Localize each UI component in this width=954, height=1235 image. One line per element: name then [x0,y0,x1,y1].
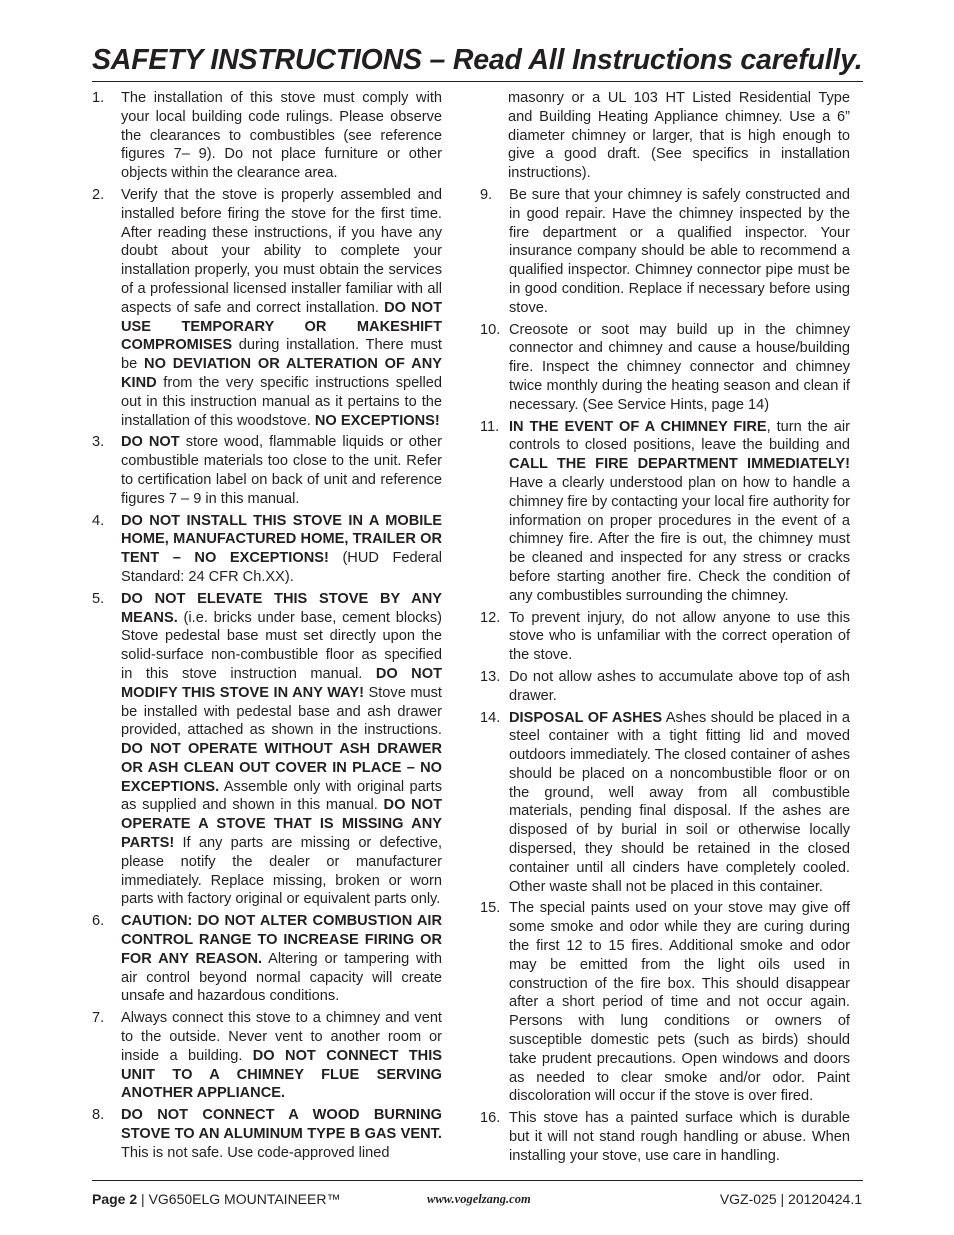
item-text: The installation of this stove must comply with your local building code rulings. Please observe the clearances to combustibles (see reference figures 7– 9). Do not place furniture or other objects within the clearance area. [121,90,442,182]
instruction-item-continued [480,89,850,183]
bold-text: DO NOT CONNECT A WOOD BURNING STOVE TO AN ALUMINUM TYPE B GAS VENT. [121,1107,442,1143]
footer-separator: | [137,1191,149,1207]
instruction-item [480,609,850,665]
item-number: 12. [480,609,501,626]
item-number: 15. [480,900,501,917]
item-text: Creosote or soot may build up in the chimney connector and chimney and cause a house/building fire. Inspect the chimney connector and chimney twice monthly during the heating season and clean if necessary. (See Service Hints, page 14) [509,321,850,413]
bold-text: NO DEVIATION OR ALTERATION OF ANY KIND [121,356,442,391]
bold-text: CAUTION: DO NOT ALTER COMBUSTION AIR CONTROL RANGE TO INCREASE FIRING OR FOR ANY REASON. [121,913,442,967]
footer-rule [92,1180,863,1181]
item-number: 5. [92,590,105,607]
item-number: 3. [92,434,105,451]
item-number: 2. [92,186,105,203]
bold-text: DISPOSAL OF ASHES [509,709,663,726]
instruction-item [480,1109,850,1165]
bold-text: DO NOT MODIFY THIS STOVE IN ANY WAY! [121,665,442,701]
item-text: (HUD Federal Standard: 24 CFR Ch.XX). [121,550,442,585]
instruction-item [92,1009,442,1103]
bold-text: DO NOT OPERATE WITHOUT ASH DRAWER OR ASH CLEAN OUT COVER IN PLACE – NO EXCEPTIONS. [121,741,442,795]
instruction-item [480,418,850,606]
instruction-item [92,512,442,587]
item-number: 7. [92,1010,105,1027]
bold-text: CALL THE FIRE DEPARTMENT IMMEDIATELY! [509,456,850,473]
item-text: Be sure that your chimney is safely constructed and in good repair. Have the chimney inspected by the fire department or a qualified inspector. Your insurance company should be able to recommend a qualified inspector. Chimney connector pipe must be in good condition. Replace if necessary before using stove. [509,186,850,316]
footer-left [92,1190,340,1208]
item-text: The special paints used on your stove may give off some smoke and odor while they are curing during the first 12 to 15 fires. Additional smoke and odor may be emitted from the light oils used in construction of the fire box. This should disappear after a short period of time and not occur again. Persons with lung conditions or owners of susceptible domestic pets (such as birds) should take prudent precautions. Open windows and doors as needed to clear smoke and/or odor. Paint discoloration will occur if the stove is over fired. [509,900,850,1105]
item-number: 13. [480,668,501,685]
item-text: masonry or a UL 103 HT Listed Residential Type and Building Heating Appliance chimney. Use a 6” diameter chimney or larger, that is high enough to give a good draft. (See specifics in installation instructions). [508,90,850,182]
item-text: from the very specific instructions spelled out in this instruction manual as it pertains to the installation of this woodstove. [121,374,442,429]
item-text: Verify that the stove is properly assembled and installed before firing the stove for the first time. After reading these instructions, if you have any doubt about your ability to complete your installation properly, you must obtain the services of a professional licensed installer familiar with all aspects of safe and correct installation. [121,186,442,316]
item-number: 16. [480,1110,501,1127]
instruction-item [92,186,442,430]
page-number: Page 2 [92,1191,138,1207]
item-text: This stove has a painted surface which is durable but it will not stand rough handling or abuse. When installing your stove, use care in handling. [509,1110,850,1164]
item-text: store wood, flammable liquids or other combustible materials too close to the unit. Refer to certification label on back of unit and reference figures 7 – 9 in this manual. [121,434,442,507]
bold-text: DO NOT ELEVATE THIS STOVE BY ANY MEANS. [121,590,442,626]
bold-text: DO NOT INSTALL THIS STOVE IN A MOBILE HOME, MANUFACTURED HOME, TRAILER OR TENT – NO EXCEPTIONS! [121,512,442,567]
item-number: 1. [92,90,105,106]
instruction-item [92,89,442,183]
item-text: Ashes should be placed in a steel container with a tight fitting lid and moved outdoors immediately. The closed container of ashes should be placed on a noncombustible floor or on the ground, well away from all combustible materials, pending final disposal. If the ashes are disposed of by burial in soil or otherwise locally dispersed, they should be retained in the closed container until all cinders have completely cooled. Other waste shall not be placed in this container. [509,709,850,895]
item-text: Always connect this stove to a chimney and vent to the outside. Never vent to another room or inside a building. [121,1010,442,1064]
bold-text: IN THE EVENT OF A CHIMNEY FIRE [509,418,767,435]
item-text: during installation. There must be [121,337,442,373]
item-number: 10. [480,321,501,338]
document-code: VGZ-025 | 20120424.1 [719,1191,862,1207]
item-number: 9. [480,186,493,203]
item-number: 11. [480,418,500,435]
item-number: 8. [92,1107,105,1124]
instruction-item [480,668,850,706]
bold-text: DO NOT OPERATE A STOVE THAT IS MISSING ANY PARTS! [121,797,442,852]
item-text: Altering or tampering with air control beyond normal capacity will create unsafe and hazardous conditions. [121,950,443,1005]
instruction-item [480,321,850,415]
bold-text: NO EXCEPTIONS! [314,412,440,429]
item-text: Do not allow ashes to accumulate above top of ash drawer. [509,668,850,704]
item-text: Assemble only with original parts as supplied and shown in this manual. [121,778,442,814]
title-rule [92,81,863,82]
instruction-item [480,899,850,1106]
website: www.vogelzang.com [427,1192,531,1206]
item-text: , turn the air controls to closed positions, leave the building and [509,418,850,454]
bold-text: DO NOT [121,434,180,451]
instruction-item [480,186,850,318]
item-number: 4. [92,512,105,529]
item-text: To prevent injury, do not allow anyone to use this stove who is unfamiliar with the correct operation of the stove. [509,609,850,664]
instruction-item [480,709,850,897]
item-number: 6. [92,913,105,930]
instruction-item [92,590,442,910]
item-text: If any parts are missing or defective, please notify the dealer or manufacturer immediately. Replace missing, broken or worn parts with factory original or equivalent parts only. [121,835,442,908]
item-text: Stove must be installed with pedestal base and ash drawer provided, attached as shown in the instructions. [121,684,442,739]
page-title: SAFETY INSTRUCTIONS – Read All Instructions carefully. [92,44,863,76]
left-column [92,89,442,1166]
item-text: This is not safe. Use code-approved lined [121,1144,390,1161]
item-number: 14. [480,709,501,726]
item-text: (i.e. bricks under base, cement blocks) Stove pedestal base must set directly upon the solid-surface non-combustible floor as specified in this stove instruction manual. [121,609,442,682]
instruction-item [92,433,442,508]
instruction-item [92,912,442,1006]
product-name: VG650ELG MOUNTAINEER™ [148,1191,341,1207]
bold-text: DO NOT USE TEMPORARY OR MAKESHIFT COMPROMISES [121,299,442,354]
right-column [480,89,850,1169]
bold-text: DO NOT CONNECT THIS UNIT TO A CHIMNEY FLUE SERVING ANOTHER APPLIANCE. [121,1047,443,1102]
instruction-item [92,1106,442,1162]
item-text: Have a clearly understood plan on how to handle a chimney fire by contacting your local fire authority for information on proper procedures in the event of a chimney fire. After the fire is out, the chimney must be cleaned and inspected for any stress or cracks before starting another fire. Check the condition of any combustibles surrounding the chimney. [509,474,850,604]
